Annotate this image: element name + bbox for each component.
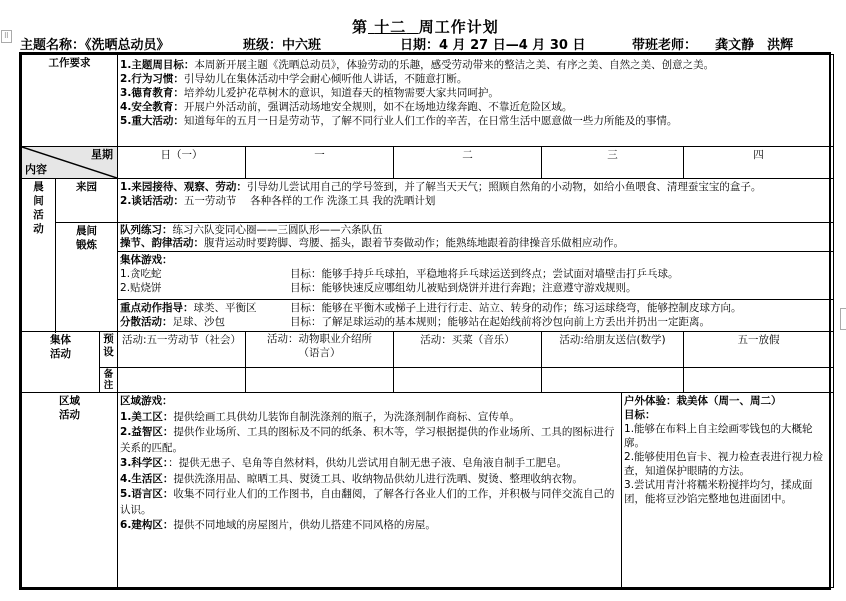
day-header: 四: [684, 147, 834, 179]
area-item: 5.语言区：收集不同行业人们的工作图书，自由翻阅，了解各行各业人们的工作，并积极与同伴交流自己的认识。: [120, 488, 615, 516]
day-header: 一: [246, 147, 394, 179]
game-row: 2.贴烧饼 目标：能够快速反应哪组幼儿被贴到烧饼并进行奔跑；注意遵守游戏规则。: [120, 282, 637, 294]
arrival-content: 1.来园接待、观察、劳动：引导幼儿尝试用自己的学号签到，并了解当天天气；照顾自然角的小动物，如给小鱼喂食、清理蚕宝宝的盒子。 2.谈话活动：五一劳动节 各种各样的工作 洗涤工具 我的洗晒计划: [118, 179, 834, 223]
focus-guidance: 重点动作指导：球类、平衡区 目标：能够在平衡木或梯子上进行行走、站立、转身的动作；练习运球绕弯，能够控制皮球方向。 分散活动：足球、沙包 目标：了解足球运动的基本规则；能够站在起始线前将沙包向前上方丢出并扔出一定距离。: [118, 300, 834, 332]
note-cell: [394, 368, 542, 393]
area-item: 4.生活区：提供洗涤用品、晾晒工具、熨烫工具、收纳物品供幼儿进行洗晒、熨烫、整理收纳衣物。: [120, 472, 583, 485]
morning-activity-label: 晨间活动: [22, 179, 56, 332]
game-row: 1.贪吃蛇 目标：能够手持乒乓球拍，平稳地将乒乓球运送到终点；尝试面对墙壁击打乒乓球。: [120, 268, 679, 280]
plan-cell: 活动：买菜（音乐）: [394, 332, 542, 368]
plan-cell: 活动:五一劳动节（社会）: [118, 332, 246, 368]
plan-cell: 活动:给朋友送信(数学): [542, 332, 684, 368]
arrival-label: 来园: [56, 179, 118, 223]
area-activity-label: 区域活动: [22, 393, 118, 588]
note-label: 备注: [100, 368, 118, 393]
req-item: 1.主题周目标：本周新开展主题《洗晒总动员》，体验劳动的乐趣，感受劳动带来的整洁之美、有序之美、自然之美、创意之美。: [120, 59, 715, 71]
area-item: 1.美工区：提供绘画工具供幼儿装饰自制洗涤剂的瓶子，为洗涤剂制作商标、宣传单。: [120, 410, 520, 423]
side-resize-handle[interactable]: [840, 308, 846, 330]
day-header: 日（一）: [118, 147, 246, 179]
note-cell: [118, 368, 246, 393]
req-item: 4.安全教育：开展户外活动前，强调活动场地安全规则，如不在场地边缘奔跑、不靠近危险区域。: [120, 101, 573, 113]
group-activity-label: 集体活动: [22, 332, 100, 393]
note-cell: [684, 368, 834, 393]
week-content-corner: 星期 内容: [22, 147, 118, 179]
theme-name: 主题名称：《洗晒总动员》: [20, 38, 170, 53]
plan-label: 预设: [100, 332, 118, 368]
work-requirements-label: 工作要求: [22, 55, 118, 147]
note-cell: [542, 368, 684, 393]
req-item: 5.重大活动：知道每年的五月一日是劳动节，了解不同行业人们工作的辛苦，在日常生活中愿意做一些力所能及的事情。: [120, 115, 678, 127]
day-header: 二: [394, 147, 542, 179]
work-requirements: [118, 55, 834, 147]
day-header: 三: [542, 147, 684, 179]
morning-exercise-label: 晨间锻炼: [56, 223, 118, 332]
plan-cell: 活动：动物职业介绍所（语言）: [246, 332, 394, 368]
req-item: 3.德育教育：培养幼儿爱护花草树木的意识，知道春天的植物需要大家共同呵护。: [120, 87, 499, 99]
outdoor-experience: 户外体验：栽美体（周一、周二） 目标： 1.能够在布料上自主绘画零钱包的大概轮廓。 2.能够使用色盲卡、视力检查表进行视力检查，知道保护眼睛的方法。 3.尝试用青汁将糯米粉搅拌均匀，揉成面团，能将豆沙馅完整地包进面团中。: [622, 393, 834, 588]
area-item: 3.科学区：：提供无患子、皂角等自然材料，供幼儿尝试用自制无患子液、皂角液自制手工肥皂。: [120, 457, 568, 469]
weekly-plan-table: [19, 52, 831, 590]
area-games: 区域游戏： 1.美工区：提供绘画工具供幼儿装饰自制洗涤剂的瓶子，为洗涤剂制作商标、宣传单。 2.益智区：提供作业场所、工具的图标及不同的纸条、积木等，学习根据提供的作业场所、工具的图标进行关系的匹配。 3.科学区：：提供无患子、皂角等自然材料，供幼儿尝试用自制无患子液、皂角液自制手工肥皂。 4.生活区：提供洗涤用品、晾晒工具、熨烫工具、收纳物品供幼儿进行洗晒、熨烫、整理收纳衣物。 5.语言区：收集不同行业人们的工作图书，自由翻阅，了解各行各业人们的工作，并积极与同伴交流自己的认识。 6.建构区：提供不同地域的房屋图片，供幼儿搭建不同风格的房屋。: [118, 393, 622, 588]
formation-gym: 队列练习：练习六队变同心圈——三圆队形——六条队伍 操节、韵律活动：腹背运动时要跨脚、弯腰、摇头，跟着节奏做动作；能熟练地跟着韵律操音乐做相应动作。: [118, 223, 834, 252]
plan-cell: 五一放假: [684, 332, 834, 368]
date-range: 日期：4 月 27 日—4 月 30 日: [400, 38, 586, 53]
outdoor-goal: 3.尝试用青汁将糯米粉搅拌均匀，揉成面团，能将豆沙馅完整地包进面团中。: [624, 479, 813, 505]
class-name: 班级：中六班: [243, 38, 322, 53]
collective-games: 集体游戏： 1.贪吃蛇 目标：能够手持乒乓球拍，平稳地将乒乓球运送到终点；尝试面对墙壁击打乒乓球。 2.贴烧饼 目标：能够快速反应哪组幼儿被贴到烧饼并进行奔跑；注意遵守游戏规则。: [118, 252, 834, 300]
table-move-handle[interactable]: ⠿: [1, 30, 12, 43]
page-title: 第 十二 周工作计划: [352, 18, 499, 36]
req-item: 2.行为习惯：引导幼儿在集体活动中学会耐心倾听他人讲话，不随意打断。: [120, 73, 468, 85]
area-item: 2.益智区：提供作业场所、工具的图标及不同的纸条、积木等，学习根据提供的作业场所、工具的图标进行关系的匹配。: [120, 426, 615, 454]
area-item: 6.建构区：提供不同地域的房屋图片，供幼儿搭建不同风格的房屋。: [120, 519, 436, 531]
outdoor-goal: 2.能够使用色盲卡、视力检查表进行视力检查，知道保护眼睛的方法。: [624, 451, 824, 477]
outdoor-goal: 1.能够在布料上自主绘画零钱包的大概轮廓。: [624, 423, 813, 449]
teachers: 带班老师： 龚文静 洪辉: [632, 38, 794, 53]
note-cell: [246, 368, 394, 393]
